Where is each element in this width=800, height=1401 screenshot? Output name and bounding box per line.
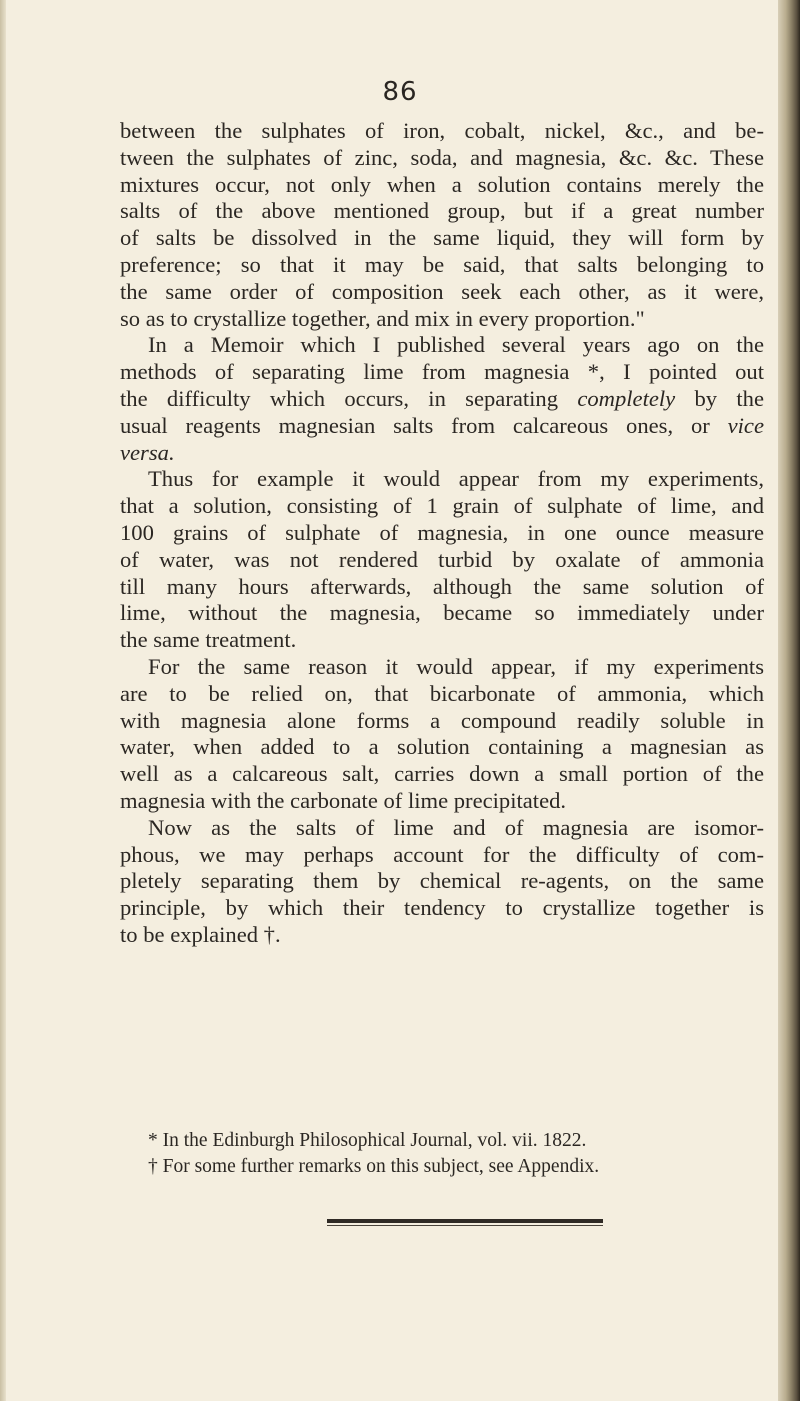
text-line: water, when added to a solution containing a magnesian as — [120, 734, 764, 760]
text-line: salts of the above mentioned group, but if a great number — [120, 198, 764, 224]
text-line: the same treatment. — [120, 627, 297, 653]
text-line: magnesia with the carbonate of lime precipitated. — [120, 787, 567, 813]
paragraph-start-line: Thus for example it would appear from my experiments, — [148, 466, 764, 492]
text-line: 100 grains of sulphate of magnesia, in one ounce measure — [120, 519, 764, 545]
text-line: between the sulphates of iron, cobalt, nickel, &c., and be- — [120, 118, 764, 143]
paragraph-start-line: In a Memoir which I published several years ago on the — [148, 332, 764, 358]
paragraph-start-line: Now as the salts of lime and of magnesia are isomor- — [148, 814, 764, 840]
italic-word: completely — [577, 385, 676, 411]
text-line: are to be relied on, that bicarbonate of ammonia, which — [120, 680, 764, 706]
text-line: the same order of composition seek each other, as it were, — [120, 278, 764, 304]
text-line: that a solution, consisting of 1 grain of sulphate of lime, and — [120, 493, 764, 519]
text-line: methods of separating lime from magnesia *, I pointed out — [120, 359, 764, 385]
paragraph-start-line: For the same reason it would appear, if my experiments — [148, 653, 764, 679]
text-line: preference; so that it may be said, that salts belonging to — [120, 251, 764, 277]
text-line: of water, was not rendered turbid by oxalate of ammonia — [120, 546, 764, 572]
end-rule-thin — [327, 1225, 603, 1226]
text-line: phous, we may perhaps account for the difficulty of com- — [120, 841, 764, 867]
italic-word: versa. — [120, 439, 175, 465]
text-line: so as to crystallize together, and mix in every proportion." — [120, 305, 645, 331]
footnotes — [148, 1128, 768, 1180]
text-line: mixtures occur, not only when a solution contains merely the — [120, 171, 764, 197]
page-number: 86 — [382, 77, 418, 107]
page-left-edge — [0, 0, 6, 1401]
text-line: lime, without the magnesia, became so immediately under — [120, 600, 764, 626]
text-line: to be explained †. — [120, 921, 281, 947]
text-line-with-italic: usual reagents magnesian salts from calcareous ones, or vice — [120, 412, 764, 438]
text-line: pletely separating them by chemical re-agents, on the same — [120, 868, 764, 894]
text-line-with-italic — [120, 440, 764, 467]
body-text — [120, 118, 764, 949]
text-line: with magnesia alone forms a compound readily soluble in — [120, 707, 764, 733]
footnote-dagger: † For some further remarks on this subject, see Appendix. — [148, 1156, 600, 1177]
end-rule — [327, 1219, 603, 1223]
italic-word: vice — [727, 412, 764, 438]
footnote-asterisk: * In the Edinburgh Philosophical Journal, vol. vii. 1822. — [148, 1130, 587, 1151]
text-line: well as a calcareous salt, carries down a small portion of the — [120, 761, 764, 787]
text-line: of salts be dissolved in the same liquid, they will form by — [120, 225, 764, 251]
text-line: principle, by which their tendency to crystallize together is — [120, 895, 764, 921]
text-line-with-italic: the difficulty which occurs, in separating completely by the — [120, 385, 764, 411]
page-right-edge-binding — [778, 0, 800, 1401]
text-line: tween the sulphates of zinc, soda, and magnesia, &c. &c. These — [120, 144, 764, 170]
text-line: till many hours afterwards, although the same solution of — [120, 573, 764, 599]
